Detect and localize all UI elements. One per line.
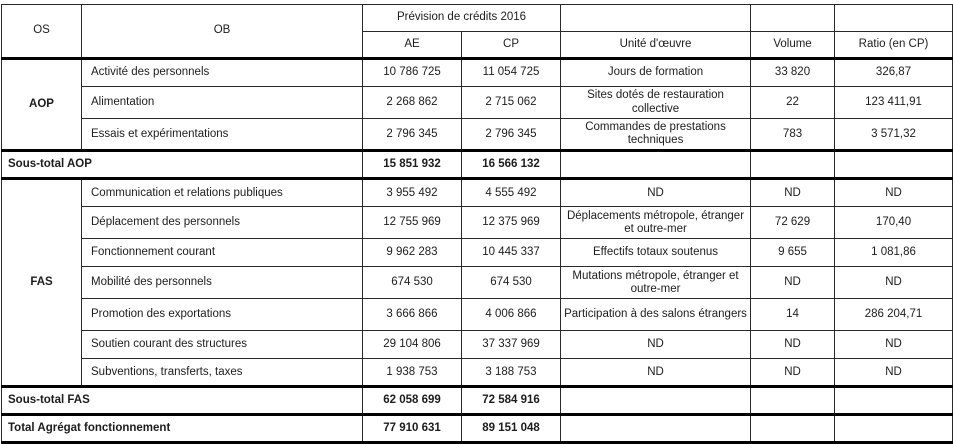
ae-cell: 9 962 283: [363, 239, 462, 267]
table-row: [2, 179, 953, 207]
os-group-label: AOP: [2, 59, 82, 151]
unite-cell: ND: [561, 331, 751, 359]
unite-cell: Mutations métropole, étranger et outre-mer: [561, 267, 751, 299]
header-os: OS: [2, 5, 82, 59]
ob-cell: Promotion des exportations: [82, 299, 363, 331]
header-empty-unite: [561, 5, 751, 32]
header-ratio: Ratio (en CP): [835, 32, 953, 59]
cp-cell: 3 188 753: [462, 359, 561, 387]
cp-cell: 4 006 866: [462, 299, 561, 331]
subtotal-row: [2, 387, 953, 415]
header-ob: OB: [82, 5, 363, 59]
header-empty-ratio: [835, 5, 953, 32]
ae-cell: 2 268 862: [363, 87, 462, 119]
ratio-cell: ND: [835, 359, 953, 387]
cp-cell: 2 796 345: [462, 119, 561, 151]
unite-cell: ND: [561, 359, 751, 387]
table-row: [2, 359, 953, 387]
header-ae: AE: [363, 32, 462, 59]
table-row: [2, 331, 953, 359]
header-cp: CP: [462, 32, 561, 59]
ratio-cell: 3 571,32: [835, 119, 953, 151]
volume-cell: ND: [751, 179, 835, 207]
volume-cell: 22: [751, 87, 835, 119]
header-prevision: Prévision de crédits 2016: [363, 5, 561, 32]
ae-cell: 29 104 806: [363, 331, 462, 359]
cp-cell: 72 584 916: [462, 387, 561, 415]
volume-cell: ND: [751, 359, 835, 387]
ae-cell: 77 910 631: [363, 415, 462, 443]
volume-cell: ND: [751, 267, 835, 299]
ob-cell: Alimentation: [82, 87, 363, 119]
ob-cell: Activité des personnels: [82, 59, 363, 87]
cp-cell: 89 151 048: [462, 415, 561, 443]
cp-cell: 16 566 132: [462, 151, 561, 179]
table-row: [2, 239, 953, 267]
ae-cell: 2 796 345: [363, 119, 462, 151]
empty-cell: [835, 387, 953, 415]
volume-cell: 72 629: [751, 207, 835, 239]
unite-cell: Participation à des salons étrangers: [561, 299, 751, 331]
header-empty-volume: [751, 5, 835, 32]
ob-cell: Communication et relations publiques: [82, 179, 363, 207]
empty-cell: [751, 151, 835, 179]
unite-cell: Sites dotés de restauration collective: [561, 87, 751, 119]
ob-cell: Fonctionnement courant: [82, 239, 363, 267]
ob-cell: Soutien courant des structures: [82, 331, 363, 359]
unite-cell: ND: [561, 179, 751, 207]
ratio-cell: ND: [835, 267, 953, 299]
ae-cell: 674 530: [363, 267, 462, 299]
total-row: [2, 415, 953, 443]
volume-cell: ND: [751, 331, 835, 359]
ratio-cell: ND: [835, 179, 953, 207]
volume-cell: 33 820: [751, 59, 835, 87]
ae-cell: 15 851 932: [363, 151, 462, 179]
volume-cell: 14: [751, 299, 835, 331]
total-label: Total Agrégat fonctionnement: [2, 415, 363, 443]
empty-cell: [751, 387, 835, 415]
header-unite: Unité d'œuvre: [561, 32, 751, 59]
empty-cell: [751, 415, 835, 443]
unite-cell: Jours de formation: [561, 59, 751, 87]
header-row-1: [2, 5, 953, 32]
ae-cell: 1 938 753: [363, 359, 462, 387]
cp-cell: 10 445 337: [462, 239, 561, 267]
ob-cell: Subventions, transferts, taxes: [82, 359, 363, 387]
table-row: [2, 119, 953, 151]
ob-cell: Essais et expérimentations: [82, 119, 363, 151]
unite-cell: Effectifs totaux soutenus: [561, 239, 751, 267]
cp-cell: 674 530: [462, 267, 561, 299]
cp-cell: 11 054 725: [462, 59, 561, 87]
os-group-label: FAS: [2, 179, 82, 387]
ratio-cell: 326,87: [835, 59, 953, 87]
ae-cell: 10 786 725: [363, 59, 462, 87]
unite-cell: Déplacements métropole, étranger et outre-mer: [561, 207, 751, 239]
cp-cell: 2 715 062: [462, 87, 561, 119]
ae-cell: 12 755 969: [363, 207, 462, 239]
ae-cell: 3 666 866: [363, 299, 462, 331]
unite-cell: Commandes de prestations techniques: [561, 119, 751, 151]
ratio-cell: 170,40: [835, 207, 953, 239]
ob-cell: Déplacement des personnels: [82, 207, 363, 239]
volume-cell: 783: [751, 119, 835, 151]
cp-cell: 37 337 969: [462, 331, 561, 359]
table-row: [2, 207, 953, 239]
empty-cell: [561, 415, 751, 443]
table-row: [2, 87, 953, 119]
cp-cell: 12 375 969: [462, 207, 561, 239]
ae-cell: 62 058 699: [363, 387, 462, 415]
ratio-cell: 1 081,86: [835, 239, 953, 267]
cp-cell: 4 555 492: [462, 179, 561, 207]
subtotal-label: Sous-total FAS: [2, 387, 363, 415]
ratio-cell: ND: [835, 331, 953, 359]
ae-cell: 3 955 492: [363, 179, 462, 207]
table-row: [2, 59, 953, 87]
budget-table: [1, 4, 953, 444]
table-row: [2, 267, 953, 299]
ratio-cell: 123 411,91: [835, 87, 953, 119]
ratio-cell: 286 204,71: [835, 299, 953, 331]
empty-cell: [835, 151, 953, 179]
empty-cell: [561, 151, 751, 179]
empty-cell: [835, 415, 953, 443]
subtotal-row: [2, 151, 953, 179]
volume-cell: 9 655: [751, 239, 835, 267]
subtotal-label: Sous-total AOP: [2, 151, 363, 179]
header-volume: Volume: [751, 32, 835, 59]
empty-cell: [561, 387, 751, 415]
ob-cell: Mobilité des personnels: [82, 267, 363, 299]
table-row: [2, 299, 953, 331]
